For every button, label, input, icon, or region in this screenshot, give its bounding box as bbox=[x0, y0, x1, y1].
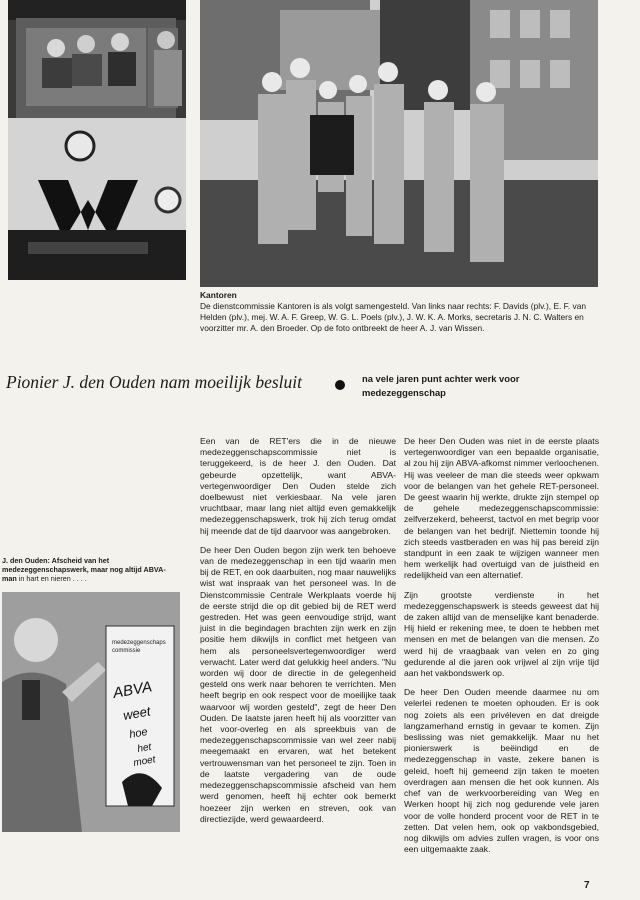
page-number: 7 bbox=[584, 880, 590, 891]
portrait-photo bbox=[2, 592, 180, 832]
article-paragraph: Zijn grootste verdienste in het medezeggenschapswerk is steeds geweest dat hij de zaken altijd van de menselijke kant benaderde. Hij hield er rekening mee, te doen te hebben met mensen en met de belangen van die mensen. Zo werd hij de vraagbaak van velen en zo ging gedurende al die jaren ook vrijwel al zijn vrije tijd aan het vakbondswerk op. bbox=[404, 589, 599, 679]
portrait-caption-rest: in hart en nieren . . . . bbox=[18, 574, 87, 583]
caption-text: De dienstcommissie Kantoren is als volgt samengesteld. Van links naar rechts: F. Davids (plv.), E. F. van Helden (plv.), mej. W. A. F. Greep, W. G. L. Poels (plv.), J. W. K. A. Morks, secretaris J. N. C. Walters en voorzitter mr. A. den Broeder. Op de foto ontbreekt de heer A. J. van Wissen. bbox=[200, 301, 587, 333]
poster-line-2: commissie bbox=[112, 648, 141, 654]
article-paragraph: De heer Den Ouden meende daarmee nu om velerlei redenen te moeten ophouden. Er is ook nog zoiets als een privéleven en dat dreigde langzamerhand ernstig in gevaar te komen. Zijn beslissing was niet gemakkelijk. Maar nu het pionierswerk is beëindigd en de medezeggenschap in vaste, zekere banen is geleid, hoeft hij gemeend zijn taken te moeten overdragen aan mensen die het ook kunnen. Als chef van de werkvoorbereiding van Weg en Werken hoopt hij zich nog gedurende vele jaren voor de volle honderd procent voor de RET in te zetten. Dat velen hem, ook op vakbondsgebied, nog dikwijls om advies zullen vragen, is voor ons een uitgemaakte zaak. bbox=[404, 687, 599, 855]
portrait-caption bbox=[2, 556, 180, 583]
poster-line-3: ABVA bbox=[111, 678, 154, 702]
caption-title: Kantoren bbox=[200, 290, 237, 300]
poster-line-4: weet bbox=[121, 703, 152, 723]
poster-line-6: het bbox=[136, 741, 153, 755]
article-paragraph: De heer Den Ouden begon zijn werk ten behoeve van de medezeggenschap in een tijd waarin men bij de RET, en ook daarbuiten, nog maar nauwelijks wist wat inspraak van het personeel was. In de Dienstcommissie Centrale Werkplaats voerde hij de eerste strijd die op dit gebied bij de RET werd gestreden. Het was geen eenvoudige strijd, want juist in die begindagen brachten zijn werk en zijn positie hem dikwijls in conflict met hetgeen van hem als personeelsvertegenwoordiger werd verwacht. Later werd dat gelukkig heel anders. "Nu worden wij door de directie in de gelegenheid gesteld ons werk naar behoren te verrichten. Men heeft begrip en ook respect voor de moeilijke taak waarvoor wij worden gesteld", zegt de heer Den Ouden. De laatste jaren heeft hij als voorzitter van het voor-overleg en als spreekbuis van de medezeggenschapscommissie van wel zeer nabij meegemaakt en ervaren, wat het betekent vertrouwensman van het personeel te zijn. Toen in de laatste vergadering van de oude medezeggenschapscommissie afscheid van hem werd genomen, heeft hij echter ook bemerkt hoezeer zijn werken en streven, ook van directiezijde, werd gewaardeerd. bbox=[200, 544, 396, 824]
poster-line-5: hoe bbox=[128, 725, 149, 741]
article-paragraph: Een van de RET'ers die in de nieuwe medezeggenschapscommissie niet is teruggekeerd, is de heer J. den Ouden. Dat gebeurde opzettelijk, want ABVA-vertegenwoordiger Den Ouden stelde zich doelbewust niet verkiesbaar. Na vele jaren vruchtbaar, maar lang niet altijd even gemakkelijk medezeggenschapswerk, trok hij zich terug omdat hij meende dat de tijd daarvoor was aangebroken. bbox=[200, 436, 396, 536]
group-photo bbox=[200, 0, 598, 287]
article-headline: Pionier J. den Ouden nam moeilijk besluit bbox=[6, 372, 302, 392]
poster-line-7: moet bbox=[132, 754, 157, 769]
article-paragraph: De heer Den Ouden was niet in de eerste plaats vertegenwoordiger van een bepaalde organisatie, al zou hij zijn ABVA-afkomst nimmer verloochenen. Hij was veeleer de man die steeds weer opkwam voor de belangen van het gehele RET-personeel. De geest waarin hij werkte, drukte zijn stempel op de gehele medezeggenschapscommissie: zelfverzekerd, beheerst, tactvol en met begrip voor de belangen van het bedrijf. Niettemin toonde hij zich steeds vastberaden en was hij pas bereid zijn standpunt in een zaak te wijzigen wanneer men hem werkelijk had overtuigd van de juistheid en redelijkheid van een alternatief. bbox=[404, 436, 599, 581]
article-subhead: na vele jaren punt achter werk voor medezeggenschap bbox=[362, 373, 520, 398]
photo-caption bbox=[200, 290, 600, 334]
train-photo bbox=[8, 0, 186, 280]
bullet-dot bbox=[335, 380, 345, 390]
poster-line-1: medezeggenschaps bbox=[112, 640, 166, 646]
article-column-right bbox=[404, 436, 599, 863]
article-column-middle bbox=[200, 436, 396, 833]
portrait-caption-bold: J. den Ouden: Afscheid van het medezeggenschapswerk, maar nog altijd ABVA-man bbox=[2, 556, 166, 583]
